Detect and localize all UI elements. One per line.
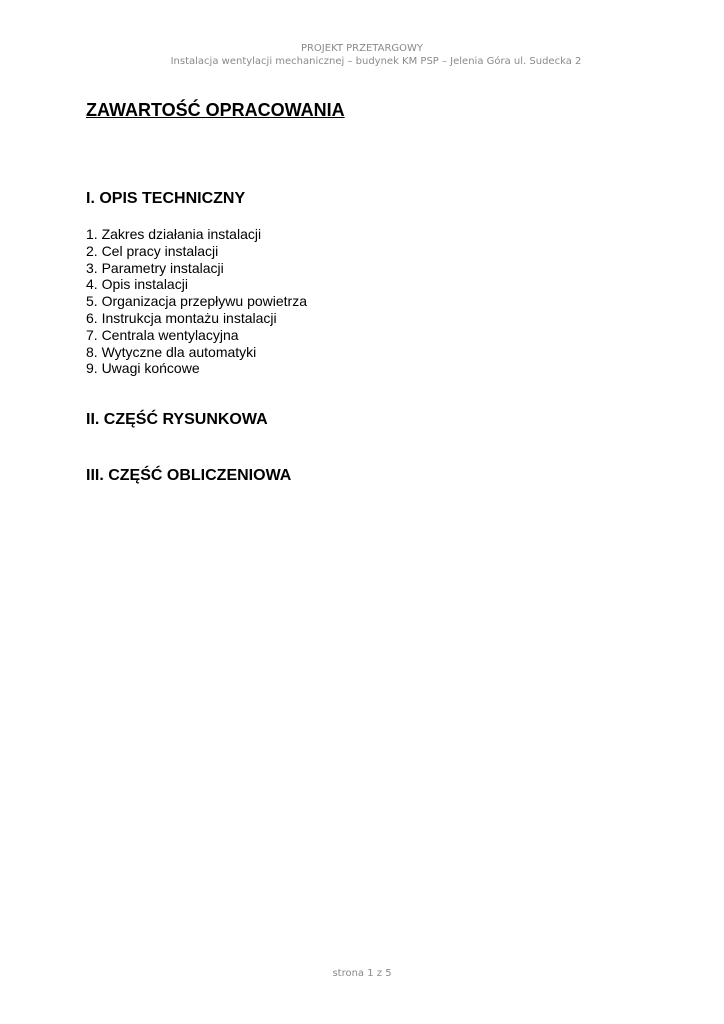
toc-item: 5. Organizacja przepływu powietrza [86, 293, 307, 310]
section-heading-drawings: II. CZĘŚĆ RYSUNKOWA [86, 411, 268, 428]
header-project-description: Instalacja wentylacji mechanicznej – budynek KM PSP – Jelenia Góra ul. Sudecka 2 [170, 56, 582, 67]
page-number: strona 1 z 5 [332, 968, 392, 979]
toc-item: 9. Uwagi końcowe [86, 360, 200, 377]
toc-item: 8. Wytyczne dla automatyki [86, 343, 257, 360]
toc-item: 6. Instrukcja montażu instalacji [86, 309, 277, 326]
toc-item: 7. Centrala wentylacyjna [86, 326, 239, 343]
document-title: ZAWARTOŚĆ OPRACOWANIA [86, 100, 345, 120]
toc-item: 2. Cel pracy instalacji [86, 242, 219, 259]
section-heading-calculations: III. CZĘŚĆ OBLICZENIOWA [86, 467, 292, 484]
header-project-label: PROJEKT PRZETARGOWY [300, 43, 424, 54]
toc-list [86, 226, 307, 377]
toc-item: 4. Opis instalacji [86, 276, 188, 293]
toc-item: 3. Parametry instalacji [86, 259, 224, 276]
section-heading-technical-description: I. OPIS TECHNICZNY [86, 190, 246, 207]
toc-item: 1. Zakres działania instalacji [86, 226, 262, 242]
